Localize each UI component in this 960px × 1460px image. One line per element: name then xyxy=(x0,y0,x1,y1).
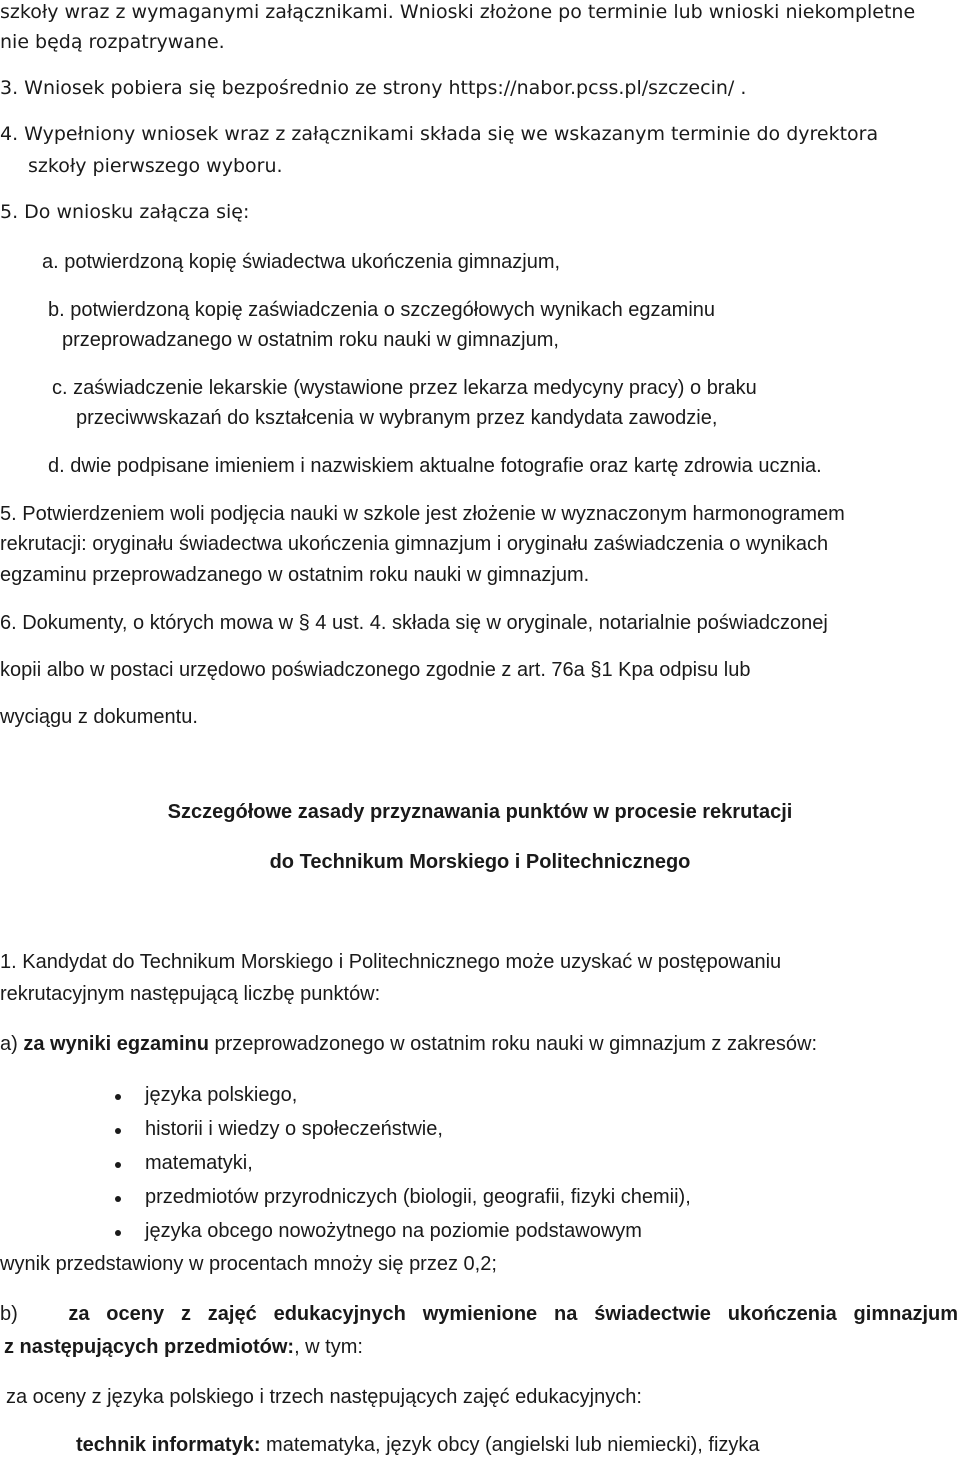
paragraph-5: 5. Potwierdzeniem woli podjęcia nauki w szkole jest złożenie w wyznaczonym harmonogramem xyxy=(0,503,845,525)
list-item-5: 5. Do wniosku załącza się: xyxy=(0,201,250,223)
criterion-b-prefix: b) xyxy=(0,1303,69,1325)
criterion-b xyxy=(0,1300,958,1328)
list-item-4-cont: szkoły pierwszego wyboru. xyxy=(28,155,283,177)
list-item-3: 3. Wniosek pobiera się bezpośrednio ze strony https://nabor.pcss.pl/szczecin/ . xyxy=(0,77,747,99)
list-item-4: 4. Wypełniony wniosek wraz z załącznikami składa się we wskazanym terminie do dyrektora xyxy=(0,123,879,145)
criterion-a xyxy=(0,1030,817,1058)
criterion-b-bold-cont: z następujących przedmiotów: xyxy=(4,1336,295,1358)
bullet-icon xyxy=(115,1094,121,1100)
list-item: przedmiotów przyrodniczych (biologii, geografii, fizyki chemii), xyxy=(145,1186,691,1208)
result-note: wynik przedstawiony w procentach mnoży się przez 0,2; xyxy=(0,1253,497,1275)
criterion-b-bold: za oceny z zajęć edukacyjnych wymienione na świadectwie ukończenia gimnazjum xyxy=(68,1303,958,1325)
criterion-a-rest: przeprowadzonego w ostatnim roku nauki w gimnazjum z zakresów: xyxy=(208,1033,817,1055)
bullet-icon xyxy=(115,1196,121,1202)
bullet-icon xyxy=(115,1128,121,1134)
list-item: matematyki, xyxy=(145,1152,253,1174)
criterion-a-bold: za wyniki egzaminu xyxy=(23,1033,209,1055)
sub-item-c: c. zaświadczenie lekarskie (wystawione przez lekarza medycyny pracy) o braku xyxy=(52,377,757,399)
text-line: szkoły wraz z wymaganymi załącznikami. Wnioski złożone po terminie lub wnioski niekompletne xyxy=(0,1,916,23)
criterion-b-rest: , w tym: xyxy=(294,1336,363,1358)
list-item: języka polskiego, xyxy=(145,1084,298,1106)
paragraph-6: 6. Dokumenty, o których mowa w § 4 ust. 4. składa się w oryginale, notarialnie poświadczonej xyxy=(0,612,828,634)
technik-informatyk-label: technik informatyk: xyxy=(76,1434,261,1456)
bullet-icon xyxy=(115,1230,121,1236)
paragraph-6-line3: wyciągu z dokumentu. xyxy=(0,706,198,728)
criterion-a-prefix: a) xyxy=(0,1033,24,1055)
technik-informatyk-subjects: matematyka, język obcy (angielski lub niemiecki), fizyka xyxy=(260,1434,760,1456)
paragraph-5-line2: rekrutacji: oryginału świadectwa ukończenia gimnazjum i oryginału zaświadczenia o wynikach xyxy=(0,533,829,555)
paragraph-6-line2: kopii albo w postaci urzędowo poświadczonego zgodnie z art. 76a §1 Kpa odpisu lub xyxy=(0,659,751,681)
section-1-intro: 1. Kandydat do Technikum Morskiego i Politechnicznego może uzyskać w postępowaniu xyxy=(0,951,782,973)
bullet-icon xyxy=(115,1162,121,1168)
section-1-intro-line2: rekrutacyjnym następującą liczbę punktów: xyxy=(0,983,381,1005)
technik-informatyk-line xyxy=(76,1431,760,1459)
list-item: historii i wiedzy o społeczeństwie, xyxy=(145,1118,443,1140)
grades-note: za oceny z języka polskiego i trzech następujących zajęć edukacyjnych: xyxy=(6,1386,642,1408)
section-heading-line2: do Technikum Morskiego i Politechnicznego xyxy=(269,851,691,873)
sub-item-d: d. dwie podpisane imieniem i nazwiskiem aktualne fotografie oraz kartę zdrowia ucznia. xyxy=(48,455,822,477)
section-heading: Szczegółowe zasady przyznawania punktów w procesie rekrutacji xyxy=(167,801,793,823)
text-line: nie będą rozpatrywane. xyxy=(0,31,225,53)
criterion-b-line2 xyxy=(4,1333,363,1361)
sub-item-b: b. potwierdzoną kopię zaświadczenia o szczegółowych wynikach egzaminu xyxy=(48,299,716,321)
paragraph-5-line3: egzaminu przeprowadzanego w ostatnim roku nauki w gimnazjum. xyxy=(0,564,590,586)
criterion-b-line1 xyxy=(0,1300,958,1328)
list-item: języka obcego nowożytnego na poziomie podstawowym xyxy=(145,1220,642,1242)
sub-item-b-cont: przeprowadzanego w ostatnim roku nauki w gimnazjum, xyxy=(62,329,559,351)
sub-item-a: a. potwierdzoną kopię świadectwa ukończenia gimnazjum, xyxy=(42,251,561,273)
sub-item-c-cont: przeciwwskazań do kształcenia w wybranym przez kandydata zawodzie, xyxy=(76,407,718,429)
